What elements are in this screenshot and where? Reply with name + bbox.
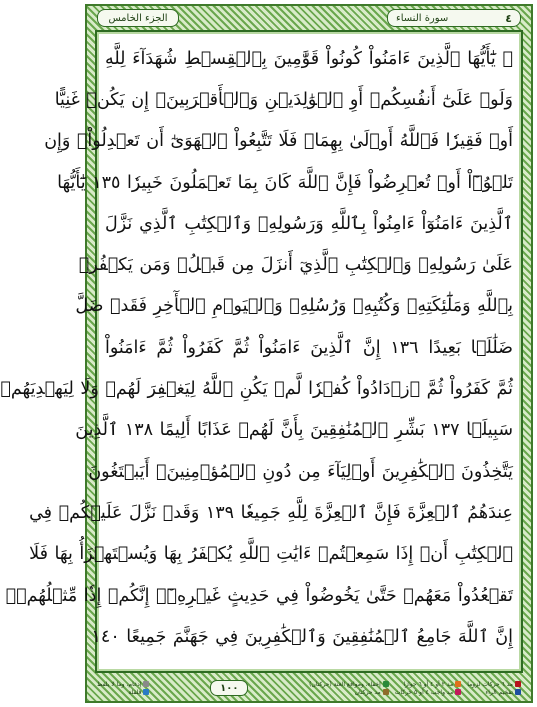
verse-line: وَلَوۡ عَلَىٰٓ أَنفُسِكُمۡ أَوِ ٱلۡوَٰلِدَيۡنِ وَٱلۡأَقۡرَبِينَۚ إِن يَكُنۡ غَنِيًّا [54, 89, 513, 110]
tajweed-legend [309, 681, 521, 696]
page-header [97, 9, 521, 27]
page-number: ١٠٠ [210, 680, 248, 696]
verse-line: يَتَّخِذُونَ ٱلۡكَٰفِرِينَ أَوۡلِيَآءَ مِن دُونِ ٱلۡمُؤۡمِنِينَۚ أَيَبۡتَغُونَ [88, 461, 513, 482]
verse-line: إِنَّ ٱللَّهَ جَامِعُ ٱلۡمُنَٰفِقِينَ وَٱلۡكَٰفِرِينَ فِي جَهَنَّمَ جَمِيعًا ١٤٠ [91, 626, 513, 647]
color-swatch [143, 689, 149, 695]
verse-line: ضَلَٰلَۢا بَعِيدًا ١٣٦ إِنَّ ٱلَّذِينَ ءَامَنُواْ ثُمَّ كَفَرُواْ ثُمَّ ءَامَنُواْ [105, 337, 513, 358]
juz-title: الجزء الخامس [108, 12, 168, 24]
surah-number: ٤ [505, 11, 512, 25]
verse-line: ٱلَّذِينَ ءَامَنُوٓاْ ءَامِنُواْ بِٱللَّهِ وَرَسُولِهِۦ وَٱلۡكِتَٰبِ ٱلَّذِي نَزَّلَ [105, 213, 513, 234]
verse-lines [0, 38, 513, 657]
juz-title-box [97, 9, 179, 27]
legend-item: مد ٦ حركات لزوما [467, 681, 521, 688]
verse-line: سَبِيلَۢا ١٣٧ بَشِّرِ ٱلۡمُنَٰفِقِينَ بِأَنَّ لَهُمۡ عَذَابًا أَلِيمًا ١٣٨ ٱلَّذِينَ [75, 420, 513, 441]
verse-line: تَقۡعُدُواْ مَعَهُمۡ حَتَّىٰ يَخُوضُواْ فِي حَدِيثٍ غَيۡرِهِۦٓۚ إِنَّكُمۡ إِذٗا مِّثۡلُهُمۡۗ [5, 585, 513, 606]
legend-item: إخفاء، ومواقع الغنة (حركتان) [309, 681, 389, 688]
surah-title: سورة النساء [396, 12, 449, 24]
page-footer [97, 677, 521, 699]
legend-item: إدغام، وما لا يلفظ [97, 681, 149, 688]
verse-line: ٱلۡكِتَٰبِ أَنۡ إِذَا سَمِعۡتُمۡ ءَايَٰتِ ٱللَّهِ يُكۡفَرُ بِهَا وَيُسۡتَهۡزَأُ بِهَا فَلَا [29, 544, 513, 565]
legend-item: قلقلة [128, 689, 149, 696]
color-swatch [455, 689, 461, 695]
color-swatch [455, 681, 461, 687]
verse-line: بِٱللَّهِ وَمَلَٰٓئِكَتِهِۦ وَكُتُبِهِۦ وَرُسُلِهِۦ وَٱلۡيَوۡمِ ٱلۡأٓخِرِ فَقَدۡ ضَلَّ [75, 296, 513, 317]
verse-line: عِندَهُمُ ٱلۡعِزَّةَ فَإِنَّ ٱلۡعِزَّةَ لِلَّهِ جَمِيعٗا ١٣٩ وَقَدۡ نَزَّلَ عَلَيۡكُمۡ فِي [29, 502, 513, 523]
verse-line: عَلَىٰ رَسُولِهِۦ وَٱلۡكِتَٰبِ ٱلَّذِيٓ أَنزَلَ مِن قَبۡلُۚ وَمَن يَكۡفُرۡ [78, 255, 513, 276]
color-swatch [515, 681, 521, 687]
color-swatch [515, 689, 521, 695]
verse-line: تَلۡوُۥٓاْ أَوۡ تُعۡرِضُواْ فَإِنَّ ٱللَّهَ كَانَ بِمَا تَعۡمَلُونَ خَبِيرٗا ١٣٥ يَٰٓأَيُّهَا [57, 172, 513, 193]
legend-item: مد حركتان [309, 689, 389, 696]
verse-line: ثُمَّ كَفَرُواْ ثُمَّ ٱزۡدَادُواْ كُفۡرٗا لَّمۡ يَكُنِ ٱللَّهُ لِيَغۡفِرَ لَهُمۡ وَلَا لِيَهۡدِيَهُمۡ [0, 379, 513, 400]
verse-line: أَوۡ فَقِيرٗا فَٱللَّهُ أَوۡلَىٰ بِهِمَاۖ فَلَا تَتَّبِعُواْ ٱلۡهَوَىٰٓ أَن تَعۡدِلُواْۚ وَإِن [44, 131, 513, 152]
legend-extra [97, 681, 149, 696]
legend-item: تفخيم الراء [467, 689, 521, 696]
surah-title-box [387, 9, 521, 27]
legend-item: مد ٢ أو ٤ أو ٦ جوازا [395, 681, 461, 688]
color-swatch [143, 681, 149, 687]
color-swatch [383, 689, 389, 695]
color-swatch [383, 681, 389, 687]
legend-item: مد واجب ٤ أو ٥ حركات [395, 689, 461, 696]
verse-line: ۞ يَٰٓأَيُّهَا ٱلَّذِينَ ءَامَنُواْ كُونُواْ قَوَّٰمِينَ بِٱلۡقِسۡطِ شُهَدَآءَ لِلَّهِ [105, 48, 513, 69]
